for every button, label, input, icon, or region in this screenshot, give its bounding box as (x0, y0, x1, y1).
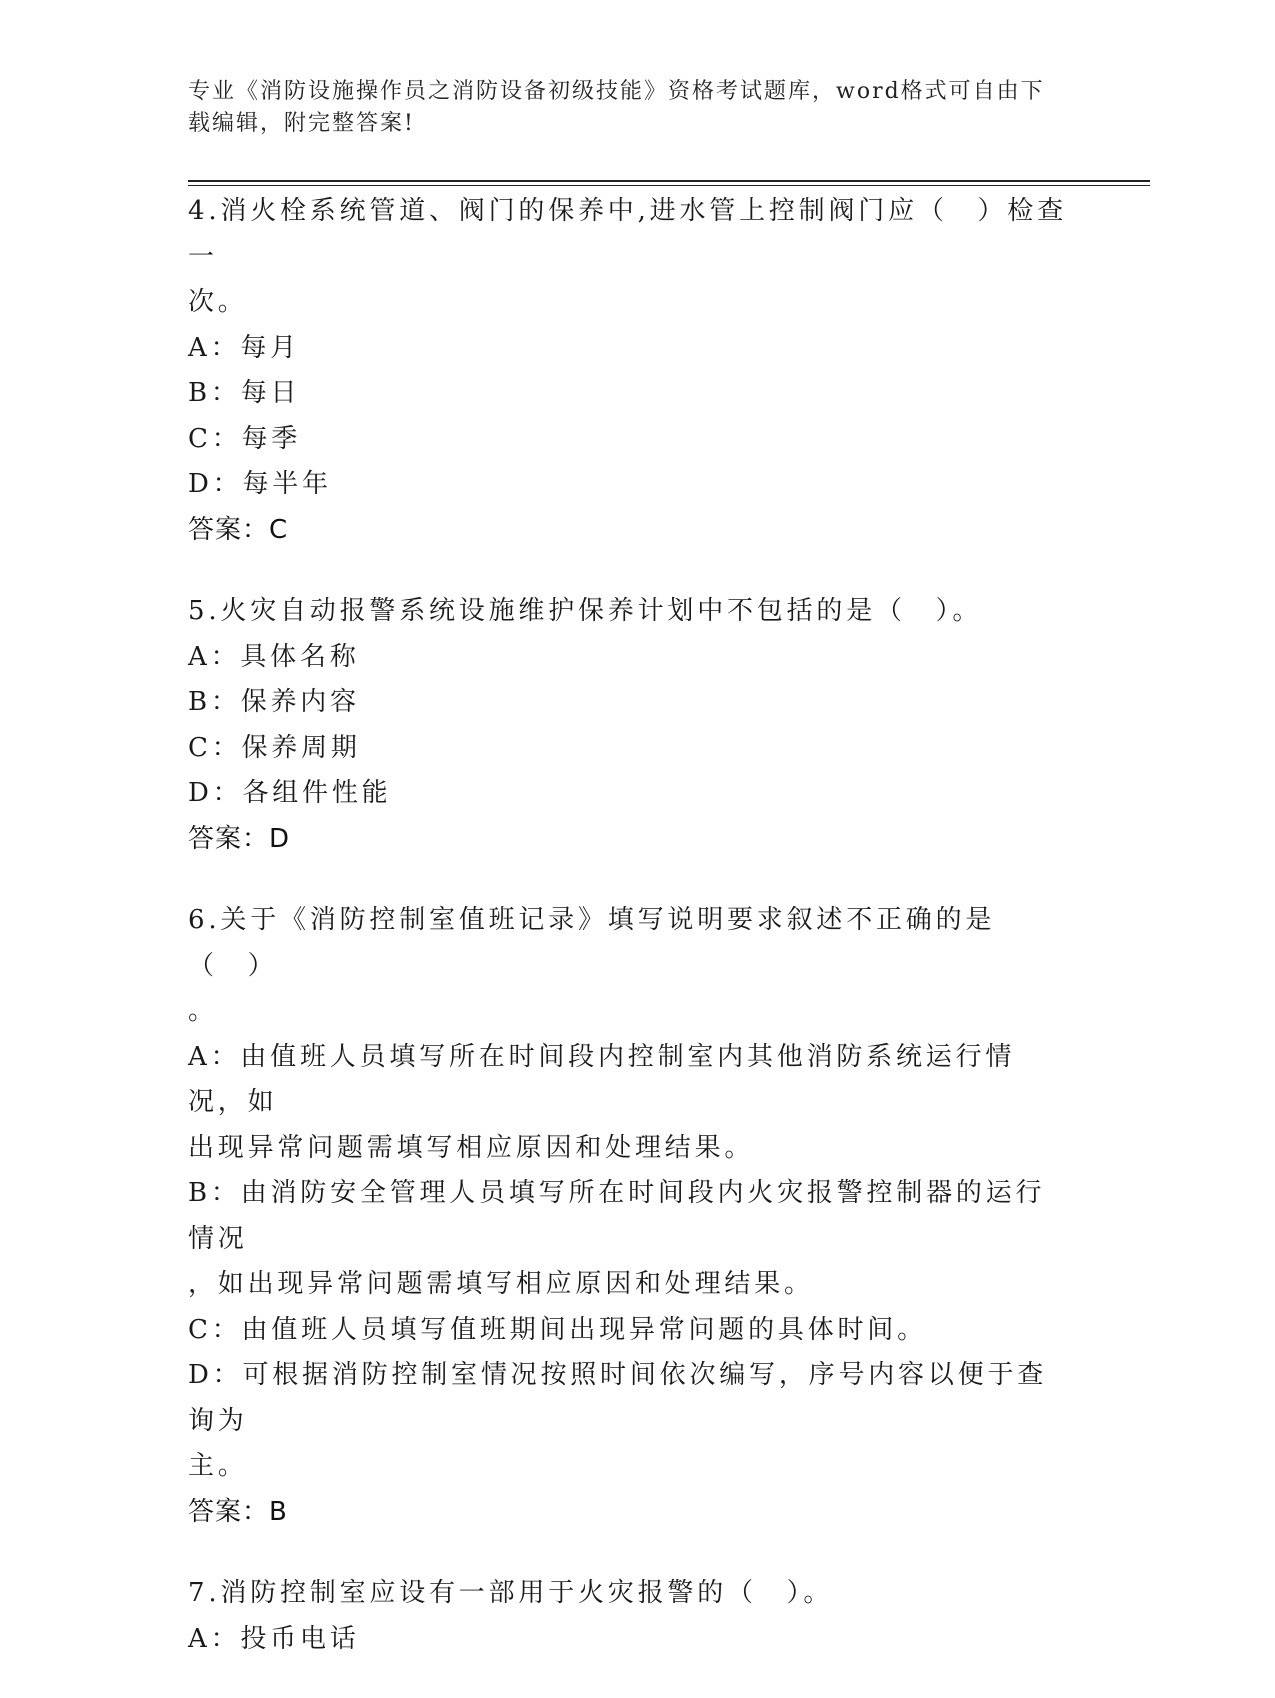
header-divider-thin (188, 185, 1150, 186)
option-c: C：保养周期 (188, 732, 361, 763)
question-stem-line: 7.消防控制室应设有一部用于火灾报警的（ ）。 (188, 1578, 834, 1608)
answer-line: 答案：B (188, 1496, 288, 1527)
question-stem-line: 5.火灾自动报警系统设施维护保养计划中不包括的是（ ）。 (188, 596, 983, 626)
option-a: A：具体名称 (188, 641, 360, 672)
question-5 (188, 589, 1068, 862)
option-c: C：每季 (188, 423, 302, 454)
option-d: D：各组件性能 (188, 778, 392, 808)
question-list (188, 189, 1068, 1698)
header-divider-thick (188, 180, 1150, 182)
question-stem-line: 4.消火栓系统管道、阀门的保养中,进水管上控制阀门应（ ）检查一 (188, 196, 1067, 272)
option-d: D：每半年 (188, 469, 332, 499)
option-a: A：由值班人员填写所在时间段内控制室内其他消防系统运行情况，如 (188, 1041, 1016, 1117)
option-c: C：由值班人员填写值班期间出现异常问题的具体时间。 (188, 1314, 927, 1345)
option-a-continued: 出现异常问题需填写相应原因和处理结果。 (188, 1132, 755, 1163)
question-4 (188, 189, 1068, 553)
option-a: A：投币电话 (188, 1623, 360, 1654)
question-6 (188, 898, 1068, 1535)
option-b: B：每日 (188, 378, 301, 408)
answer-line: 答案：C (188, 514, 289, 545)
question-stem-line: 。 (188, 996, 218, 1026)
question-stem-line: 次。 (188, 287, 248, 317)
option-b: B：保养内容 (188, 687, 360, 717)
option-b: B：由消防安全管理人员填写所在时间段内火灾报警控制器的运行情况 (188, 1178, 1046, 1254)
question-7 (188, 1571, 1068, 1662)
option-d-continued: 主。 (188, 1451, 248, 1481)
document-header: 专业《消防设施操作员之消防设备初级技能》资格考试题库，word格式可自由下载编辑，附完整答案! (188, 79, 1045, 136)
option-d: D：可根据消防控制室情况按照时间依次编写，序号内容以便于查询为 (188, 1360, 1048, 1436)
question-stem-line: 6.关于《消防控制室值班记录》填写说明要求叙述不正确的是（ ） (188, 905, 996, 981)
answer-line: 答案：D (188, 823, 291, 854)
option-b-continued: ，如出现异常问题需填写相应原因和处理结果。 (188, 1269, 814, 1299)
option-a: A：每月 (188, 332, 300, 363)
